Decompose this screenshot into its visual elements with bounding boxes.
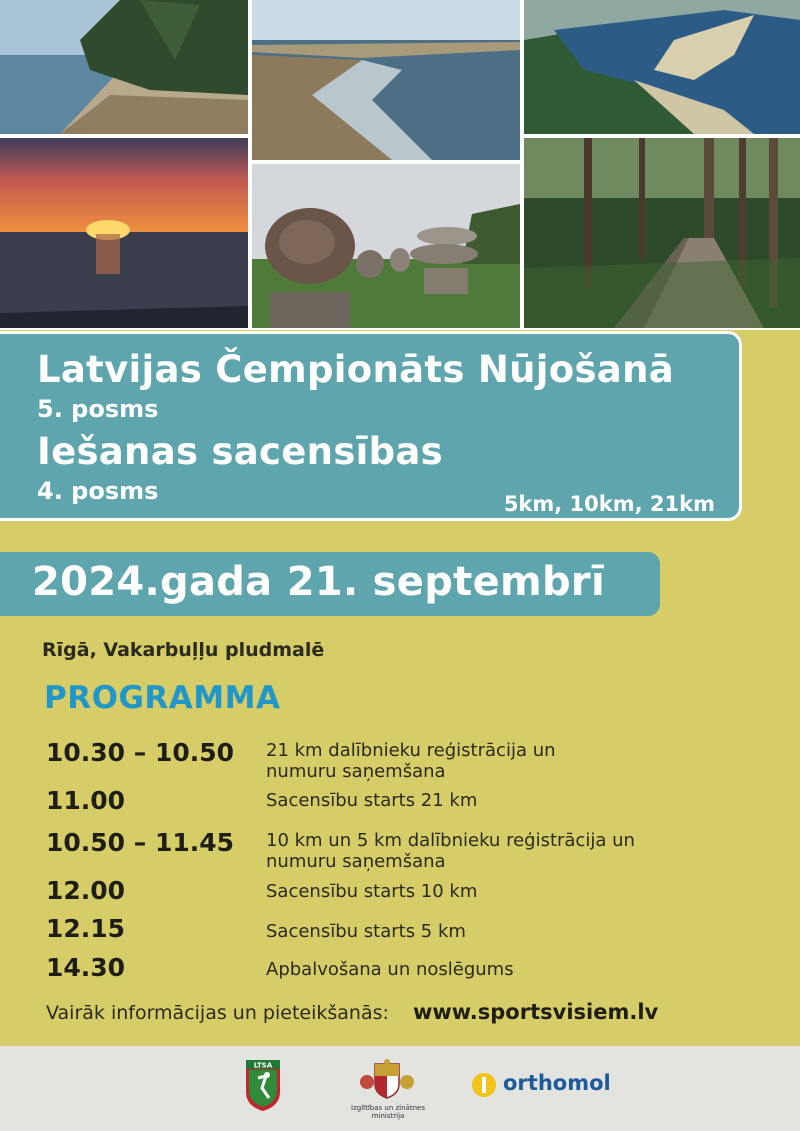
- program-time: 14.30: [46, 953, 126, 982]
- championship-stage: 5. posms: [37, 395, 159, 423]
- photo-forest-boardwalk: [524, 138, 800, 328]
- title-banner: [0, 331, 742, 521]
- orthomol-logo-icon: [470, 1071, 498, 1103]
- program-description: Sacensību starts 21 km: [266, 790, 478, 811]
- event-date: 2024.gada 21. septembrī: [32, 559, 605, 605]
- program-heading: PROGRAMMA: [44, 680, 281, 716]
- program-description: 21 km dalībnieku reģistrācija un numuru saņemšana: [266, 740, 556, 782]
- more-info: [46, 1000, 658, 1024]
- website-link[interactable]: www.sportsvisiem.lv: [412, 1000, 659, 1024]
- distances-label: 5km, 10km, 21km: [503, 492, 715, 516]
- program-description: Apbalvošana un noslēgums: [266, 959, 514, 980]
- program-time: 12.00: [46, 876, 126, 905]
- photo-collage: [0, 0, 800, 330]
- program-time: 11.00: [46, 786, 126, 815]
- photo-beach-shore: [252, 0, 520, 160]
- photo-stone-sculptures: [252, 164, 520, 328]
- orthomol-name: orthomol: [503, 1071, 611, 1095]
- photo-sunset-sea: [0, 138, 248, 328]
- ministry-name: Izglītības un zinātnes ministrija: [351, 1104, 425, 1120]
- program-time: 10.30 – 10.50: [46, 738, 235, 767]
- photo-coast-trees: [0, 0, 248, 134]
- program-time: 12.15: [46, 914, 126, 943]
- event-location: Rīgā, Vakarbuļļu pludmalē: [42, 639, 325, 661]
- program-time: 10.50 – 11.45: [46, 828, 235, 857]
- program-description: Sacensību starts 5 km: [266, 921, 466, 942]
- walking-competition-stage: 4. posms: [37, 477, 159, 505]
- program-description: Sacensību starts 10 km: [266, 881, 478, 902]
- date-banner: [0, 552, 660, 616]
- program-description: 10 km un 5 km dalībnieku reģistrācija un numuru saņemšana: [266, 830, 635, 872]
- walking-competition-title: Iešanas sacensības: [37, 430, 444, 473]
- ltsa-shield-icon: [244, 1058, 282, 1112]
- svg-text:LTSA: LTSA: [253, 1061, 273, 1070]
- championship-title: Latvijas Čempionāts Nūjošanā: [37, 348, 674, 391]
- ministry-coat-of-arms-icon: [359, 1058, 415, 1102]
- more-info-label: Vairāk informācijas un pieteikšanās:: [46, 1002, 389, 1024]
- photo-aerial-river: [524, 0, 800, 134]
